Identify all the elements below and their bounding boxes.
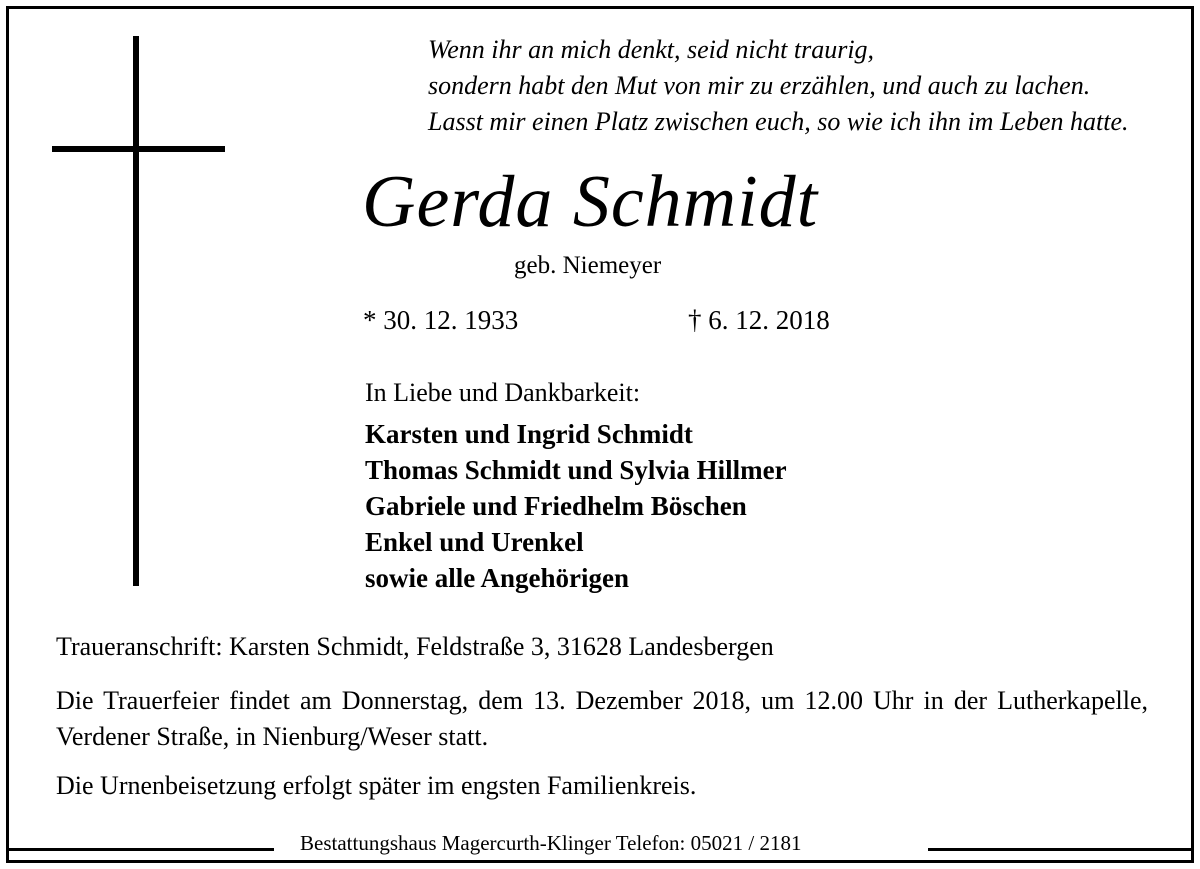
mourner-line: Gabriele und Friedhelm Böschen (365, 491, 747, 521)
poem (428, 32, 1168, 140)
birth-date: * 30. 12. 1933 (363, 305, 519, 335)
ceremony-info: Die Trauerfeier findet am Donnerstag, dem 13. Dezember 2018, um 12.00 Uhr in der Lutherkapelle, Verdener Straße, in Nienburg/Weser statt. (56, 686, 1148, 751)
footer-rule-right (928, 848, 1194, 851)
urn-burial-info: Die Urnenbeisetzung erfolgt später im engsten Familienkreis. (56, 771, 697, 800)
mourner-line: Enkel und Urenkel (365, 527, 584, 557)
footer-rule-left (6, 848, 274, 851)
poem-line: Wenn ihr an mich denkt, seid nicht traurig, (428, 35, 875, 64)
mourner-line: sowie alle Angehörigen (365, 563, 629, 593)
poem-line: sondern habt den Mut von mir zu erzählen, und auch zu lachen. (428, 71, 1091, 100)
poem-line: Lasst mir einen Platz zwischen euch, so wie ich ihn im Leben hatte. (428, 107, 1129, 136)
mourning-address: Traueranschrift: Karsten Schmidt, Feldstraße 3, 31628 Landesbergen (56, 632, 774, 661)
funeral-home-footer: Bestattungshaus Magercurth-Klinger Telefon: 05021 / 2181 (300, 831, 802, 855)
deceased-name: Gerda Schmidt (362, 161, 819, 243)
cross-icon (133, 36, 139, 586)
mourners-list (365, 416, 787, 596)
cross-icon-crossbar (52, 146, 225, 152)
death-date: † 6. 12. 2018 (688, 305, 830, 335)
mourner-line: Thomas Schmidt und Sylvia Hillmer (365, 455, 787, 485)
birth-name: geb. Niemeyer (514, 252, 662, 279)
mourner-line: Karsten und Ingrid Schmidt (365, 419, 693, 449)
thanks-heading: In Liebe und Dankbarkeit: (365, 378, 641, 407)
